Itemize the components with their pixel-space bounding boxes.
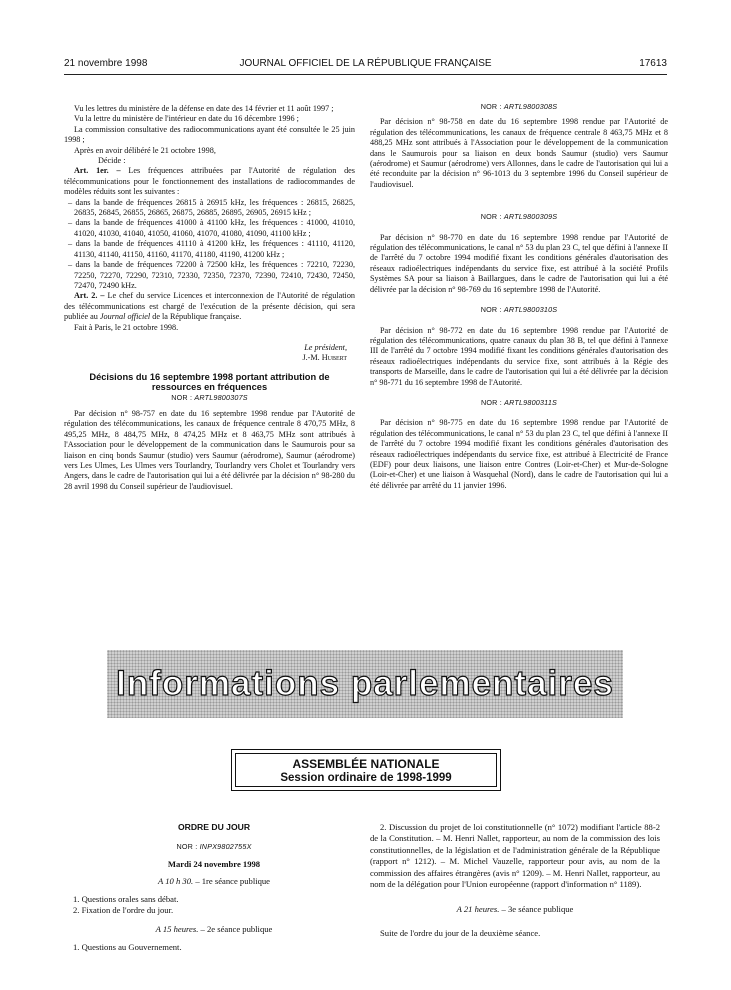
third-session-heading: A 21 heures. – 3e séance publique — [456, 904, 574, 915]
left-column — [64, 104, 355, 492]
decision-98-757: Par décision n° 98-757 en date du 16 septembre 1998 rendue par l'Autorité de régulation des télécommunications, les canaux de fréquence centrale 8 470,75 MHz, 8 495,25 MHz, 8 484,75 MHz, 8 474,25 MHz et 8 463,75 MHz sont attribués à l'Association pour le développement de la communication dans le Saumurois pour sa liaison en cinq bonds Saumur (studio) vers Saumur (aérodrome), Saumur (aérodrome) vers Les Ulmes, Les Ulmes vers Tourlandry, Tourlandry vers Cholet et Tourlandry vers Angers, dans le cadre de l'autorisation qui lui a été délivrée par la décision n° 98-280 du 28 avril 1998 du Conseil supérieur de l'audiovisuel. — [64, 408, 355, 491]
frequency-band-item: – dans la bande de fréquences 41110 à 41200 kHz, les fréquences : 41110, 41120, 41130, 41140, 41150, 41160, 41170, 41180, 41190, 41200 kHz ; — [68, 239, 355, 259]
second-session-heading: A 15 heures. – 2e séance publique — [155, 924, 273, 935]
session-title: Session ordinaire de 1998-1999 — [280, 772, 452, 784]
decisions-heading: Décisions du 16 septembre 1998 portant attribution de ressources en fréquences — [89, 371, 330, 393]
decision-98-772: Par décision n° 98-772 en date du 16 septembre 1998 rendue par l'Autorité de régulation des télécommunications, quatre canaux du plan 38 B, tel que défini à l'annexe III de l'arrêté du 7 octobre 1994 modifié fixant les conditions générales d'autorisation des réseaux radioélectriques indépendants du service fixe, sont attribués à la Régie des transports de Marseille, dans le cadre de l'autorisation qui lui a été délivrée par la décision n° 98-771 du 16 septembre 1998 de l'Autorité. — [370, 325, 668, 387]
nor-reference: NOR : ARTL9800308S — [480, 102, 558, 111]
paragraph: Vu la lettre du ministère de l'intérieur en date du 16 décembre 1996 ; — [74, 114, 299, 124]
agenda-item: 1. Questions au Gouvernement. — [73, 941, 182, 952]
frequency-band-item: – dans la bande de fréquences 41000 à 41100 kHz, les fréquences : 41000, 41010, 41020, 41030, 41040, 41050, 41060, 41070, 41080, 41090, 41100 kHz ; — [68, 218, 355, 238]
first-session-heading: A 10 h 30. – 1re séance publique — [157, 876, 271, 887]
decision-98-770: Par décision n° 98-770 en date du 16 septembre 1998 rendue par l'Autorité de régulation des télécommunications, le canal n° 53 du plan 23 C, tel que défini à l'annexe II de l'arrêté du 7 octobre 1994 modifié fixant les conditions générales d'autorisation des réseaux radioélectriques indépendants du service fixe, est attribué à la société Profils Systèmes SA pour sa liaison à Baillargues, dans le cadre de l'autorisation qui lui a été délivrée par la décision n° 98-769 du 16 septembre 1998 de l'Autorité. — [370, 232, 668, 294]
ordre-du-jour-title: ORDRE DU JOUR — [177, 822, 251, 832]
journal-officiel-ref: Journal officiel — [99, 312, 151, 322]
header-journal-title: JOURNAL OFFICIEL DE LA RÉPUBLIQUE FRANÇAISE — [239, 58, 492, 69]
article-1-text: Les fréquences attribuées par l'Autorité de régulation des télécommunications pour le fonctionnement des installations de radiocommandes de modèles réduits sont les suivantes : — [64, 166, 355, 197]
article-1-label: Art. 1er. – — [74, 166, 121, 176]
fait-a-paris: Fait à Paris, le 21 octobre 1998. — [74, 322, 179, 332]
decide-label: Décide : — [98, 156, 126, 166]
banner-title: Informations parlementaires — [116, 664, 614, 703]
informations-parlementaires-banner — [107, 650, 623, 718]
header-page-number: 17613 — [639, 58, 667, 69]
ordre-du-jour-right — [370, 822, 660, 939]
nor-reference: NOR : INPX9802755X — [176, 842, 252, 852]
spacer — [64, 364, 355, 372]
paragraph: Vu les lettres du ministère de la défense en date des 14 février et 11 août 1997 ; — [74, 104, 334, 113]
article-2-label: Art. 2. – — [74, 291, 105, 301]
decision-98-775: Par décision n° 98-775 en date du 16 septembre 1998 rendue par l'Autorité de régulation des télécommunications, le canal n° 53 du plan 23 C, tel que défini à l'annexe II de l'arrêté du 7 octobre 1994 modifié fixant les conditions générales d'autorisation des réseaux radioélectriques indépendants du service fixe, est attribué à Electricité de France (EDF) pour deux liaisons, une liaison entre Contres (Loir-et-Cher) et Mur-de-Sologne (Loir-et-Cher) et une liaison à Wasquehal (Nord), dans le cadre de l'autorisation qui lui a été délivrée par arrêté du 11 janvier 1996. — [370, 418, 668, 490]
frequency-band-item: – dans la bande de fréquences 72200 à 72500 kHz, les fréquences : 72210, 72230, 72250, 72270, 72290, 72310, 72330, 72350, 72370, 72390, 72410, 72430, 72450, 72470, 72490 kHz. — [68, 260, 355, 290]
ordre-du-jour-left — [73, 822, 355, 953]
article-2 — [64, 291, 355, 322]
nor-reference: NOR : ARTL9800307S — [171, 392, 248, 402]
signature: J.-M. Hubert — [302, 353, 347, 363]
agenda-item: Suite de l'ordre du jour de la deuxième séance. — [380, 927, 541, 938]
agenda-item: 2. Fixation de l'ordre du jour. — [73, 905, 174, 916]
president-label: Le président, — [304, 342, 347, 352]
paragraph: Après en avoir délibéré le 21 octobre 1998, — [74, 145, 216, 155]
assemblee-title: ASSEMBLÉE NATIONALE — [292, 757, 440, 771]
nor-reference: NOR : ARTL9800311S — [480, 397, 558, 407]
assemblee-nationale-box — [231, 749, 501, 791]
article-2-text: Le chef du service Licences et interconnexion de l'Autorité de régulation des télécommunications est chargé de l'exécution de la présente décision, qui sera publiée au — [64, 291, 356, 322]
frequency-band-item: – dans la bande de fréquences 26815 à 26915 kHz, les fréquences : 26815, 26825, 26835, 26845, 26855, 26865, 26875, 26885, 26895, 26905, 26915 kHz ; — [68, 197, 355, 218]
nor-reference: NOR : ARTL9800310S — [480, 305, 558, 315]
article-1 — [64, 166, 355, 197]
right-column — [370, 102, 668, 491]
paragraph: La commission consultative des radiocommunications ayant été consultée le 25 juin 1998 ; — [64, 124, 355, 145]
session-date: Mardi 24 novembre 1998 — [167, 858, 261, 869]
spacer — [64, 333, 355, 343]
nor-reference: NOR : ARTL9800309S — [480, 212, 558, 222]
header-date: 21 novembre 1998 — [64, 58, 148, 69]
article-2-end: de la République française. — [152, 312, 242, 322]
page-header — [64, 58, 667, 75]
agenda-item: 1. Questions orales sans débat. — [73, 893, 179, 904]
agenda-item: 2. Discussion du projet de loi constitutionnelle (n° 1072) modifiant l'article 88-2 de la Constitution. – M. Henri Nallet, rapporteur, au nom de la commission des lois constitutionnelles, de la législation et de l'administration générale de la République (rapport n° 1212). – M. Michel Vauzelle, rapporteur pour avis, au nom de la commission des affaires étrangères (avis n° 1209). – M. Henri Nallet, rapporteur, au nom de la délégation pour l'Union européenne (rapport d'information n° 1189). — [370, 822, 660, 890]
decision-98-758: Par décision n° 98-758 en date du 16 septembre 1998 rendue par l'Autorité de régulation des télécommunications, les canaux de fréquence centrale 8 463,75 MHz et 8 488,25 MHz sont attribués à l'Association pour le développement de la communication dans le Saumurois pour sa liaison en deux bonds Saumur (studio) vers Saumur (aérodrome) et Saumur (aérodrome) vers Allonnes, dans le cadre de l'autorisation qui lui a été reconduite par la décision n° 96-1013 du 3 septembre 1996 du Conseil supérieur de l'audiovisuel. — [370, 117, 668, 189]
